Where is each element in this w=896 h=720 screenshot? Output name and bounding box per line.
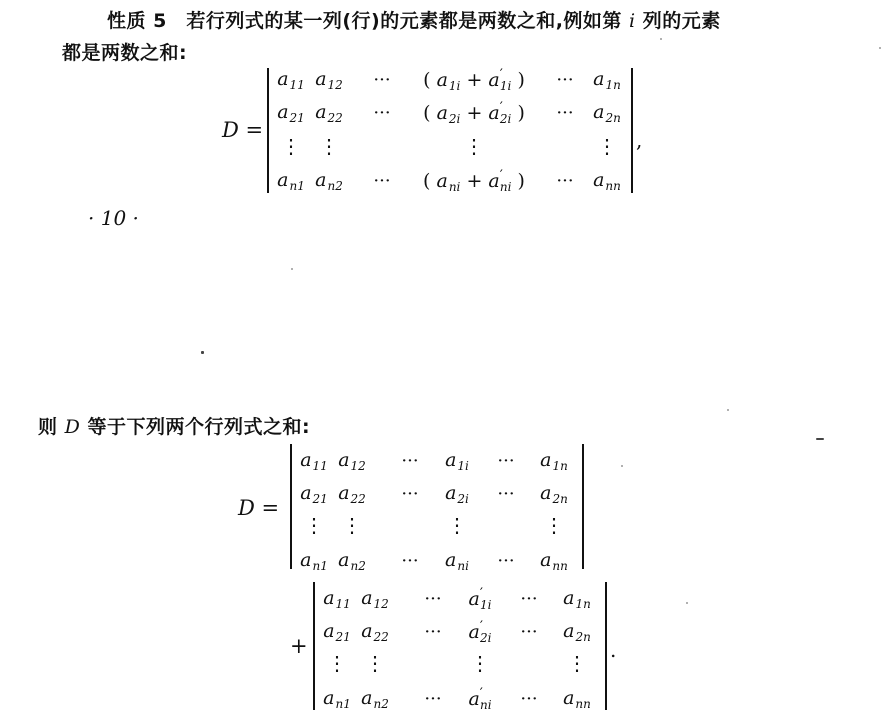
determinant_2-vdots: ⋮	[447, 513, 467, 537]
determinant_3-vdots: ⋮	[327, 651, 347, 675]
scan-speck	[816, 438, 824, 440]
sum-statement	[38, 412, 310, 439]
determinant_3-entry-r2-c6: $a_{2n}$	[563, 620, 591, 644]
scan-speck	[291, 268, 293, 270]
determinant_1-hdots: ···	[556, 170, 574, 192]
determinant_3-hdots: ···	[424, 621, 442, 643]
determinant_3-entry-r4-c6: $a_{nn}$	[563, 687, 591, 711]
determinant_1-entry-r4-c4: ( $a_{ni} + a'_{ni}$ )	[423, 167, 525, 195]
determinant_3-hdots: ···	[520, 588, 538, 610]
determinant_2-entry-r2-c2: $a_{22}$	[338, 482, 366, 506]
det2-var: D	[238, 496, 255, 520]
determinant_2-entry-r2-c4: $a_{2i}$	[445, 482, 469, 506]
determinant_2-entry-r4-c2: $a_{n2}$	[338, 549, 366, 573]
determinant_3-vdots: ⋮	[470, 651, 490, 675]
scan-speck	[727, 409, 729, 411]
determinant_3-hdots: ···	[520, 621, 538, 643]
property-5-statement-line-1	[107, 6, 721, 33]
determinant_2-entry-r1-c4: $a_{1i}$	[445, 449, 469, 473]
determinant_1-entry-r2-c4: ( $a_{2i} + a'_{2i}$ )	[423, 99, 525, 127]
determinant_2-entry-r4-c6: $a_{nn}$	[540, 549, 568, 573]
det2-label	[238, 496, 279, 520]
determinant_3-entry-r1-c4: $a'_{1i}$	[468, 585, 492, 613]
determinant_1-entry-r1-c2: $a_{12}$	[315, 68, 343, 92]
determinant_2-hdots: ···	[497, 483, 515, 505]
determinant_3-entry-r2-c2: $a_{22}$	[361, 620, 389, 644]
determinant_1-entry-r1-c6: $a_{1n}$	[593, 68, 621, 92]
sum-suffix: 等于下列两个行列式之和:	[80, 416, 311, 438]
determinant_3-entry-r4-c1: $a_{n1}$	[323, 687, 351, 711]
determinant_3-entry-r2-c4: $a'_{2i}$	[468, 618, 492, 646]
determinant_2-entry-r2-c6: $a_{2n}$	[540, 482, 568, 506]
determinant_2-entry-r1-c6: $a_{1n}$	[540, 449, 568, 473]
det1-comma: ,	[636, 128, 643, 152]
determinant_1-entry-r1-c4: ( $a_{1i} + a'_{1i}$ )	[423, 66, 525, 94]
determinant_3-entry-r4-c4: $a'_{ni}$	[468, 685, 492, 713]
determinant_1-vdots: ⋮	[281, 134, 301, 158]
determinant_3-entry-r2-c1: $a_{21}$	[323, 620, 351, 644]
determinant_2-hdots: ···	[401, 450, 419, 472]
scan-speck	[201, 351, 204, 354]
determinant_2-entry-r4-c4: $a_{ni}$	[445, 549, 469, 573]
determinant_1-entry-r2-c6: $a_{2n}$	[593, 101, 621, 125]
scan-speck	[660, 38, 662, 40]
determinant_1-vdots: ⋮	[597, 134, 617, 158]
determinant_3-entry-r4-c2: $a_{n2}$	[361, 687, 389, 711]
determinant_3-entry-r1-c2: $a_{12}$	[361, 587, 389, 611]
page-number: · 10 ·	[88, 206, 139, 230]
determinant_1-hdots: ···	[373, 69, 391, 91]
determinant_1-entry-r2-c2: $a_{22}$	[315, 101, 343, 125]
sum-prefix: 则	[38, 416, 65, 438]
determinant-2	[290, 444, 584, 573]
determinant_2-entry-r2-c1: $a_{21}$	[300, 482, 328, 506]
det3-period: .	[610, 638, 617, 662]
determinant_3-vdots: ⋮	[365, 651, 385, 675]
determinant_2-entry-r1-c1: $a_{11}$	[300, 449, 328, 473]
determinant_1-hdots: ···	[373, 102, 391, 124]
det3-plus: +	[290, 634, 308, 658]
determinant_2-hdots: ···	[497, 550, 515, 572]
determinant_2-vdots: ⋮	[304, 513, 324, 537]
statement-prefix: 性质 5 若行列式的某一列(行)的元素都是两数之和,例如第	[107, 10, 630, 32]
determinant_3-hdots: ···	[520, 688, 538, 710]
determinant_2-hdots: ···	[401, 550, 419, 572]
det1-var: D	[222, 118, 239, 142]
determinant_2-vdots: ⋮	[342, 513, 362, 537]
determinant_1-entry-r4-c1: $a_{n1}$	[277, 169, 305, 193]
determinant_2-hdots: ···	[401, 483, 419, 505]
det1-label	[222, 118, 263, 142]
determinant_1-entry-r2-c1: $a_{21}$	[277, 101, 305, 125]
determinant_1-hdots: ···	[373, 170, 391, 192]
determinant_3-hdots: ···	[424, 588, 442, 610]
property-5-statement-line-2: 都是两数之和:	[62, 42, 188, 64]
determinant_2-hdots: ···	[497, 450, 515, 472]
determinant_1-entry-r4-c2: $a_{n2}$	[315, 169, 343, 193]
determinant_3-hdots: ···	[424, 688, 442, 710]
determinant_1-entry-r1-c1: $a_{11}$	[277, 68, 305, 92]
determinant_2-entry-r4-c1: $a_{n1}$	[300, 549, 328, 573]
determinant_1-entry-r4-c6: $a_{nn}$	[593, 169, 621, 193]
sum-var: D	[64, 416, 81, 438]
determinant_2-entry-r1-c2: $a_{12}$	[338, 449, 366, 473]
determinant_1-hdots: ···	[556, 102, 574, 124]
scan-speck	[879, 47, 881, 49]
determinant_2-vdots: ⋮	[544, 513, 564, 537]
determinant_3-vdots: ⋮	[567, 651, 587, 675]
scan-speck	[686, 602, 688, 604]
determinant_1-hdots: ···	[556, 69, 574, 91]
det1-equals: =	[245, 118, 264, 142]
scan-speck	[621, 465, 623, 467]
determinant_3-entry-r1-c1: $a_{11}$	[323, 587, 351, 611]
column-index-var: i	[629, 10, 636, 32]
determinant_1-vdots: ⋮	[464, 134, 484, 158]
statement-suffix: 列的元素	[635, 10, 721, 32]
determinant-3	[313, 582, 607, 713]
det2-equals: =	[261, 496, 280, 520]
determinant_3-entry-r1-c6: $a_{1n}$	[563, 587, 591, 611]
determinant_1-vdots: ⋮	[319, 134, 339, 158]
determinant-1	[267, 68, 633, 193]
